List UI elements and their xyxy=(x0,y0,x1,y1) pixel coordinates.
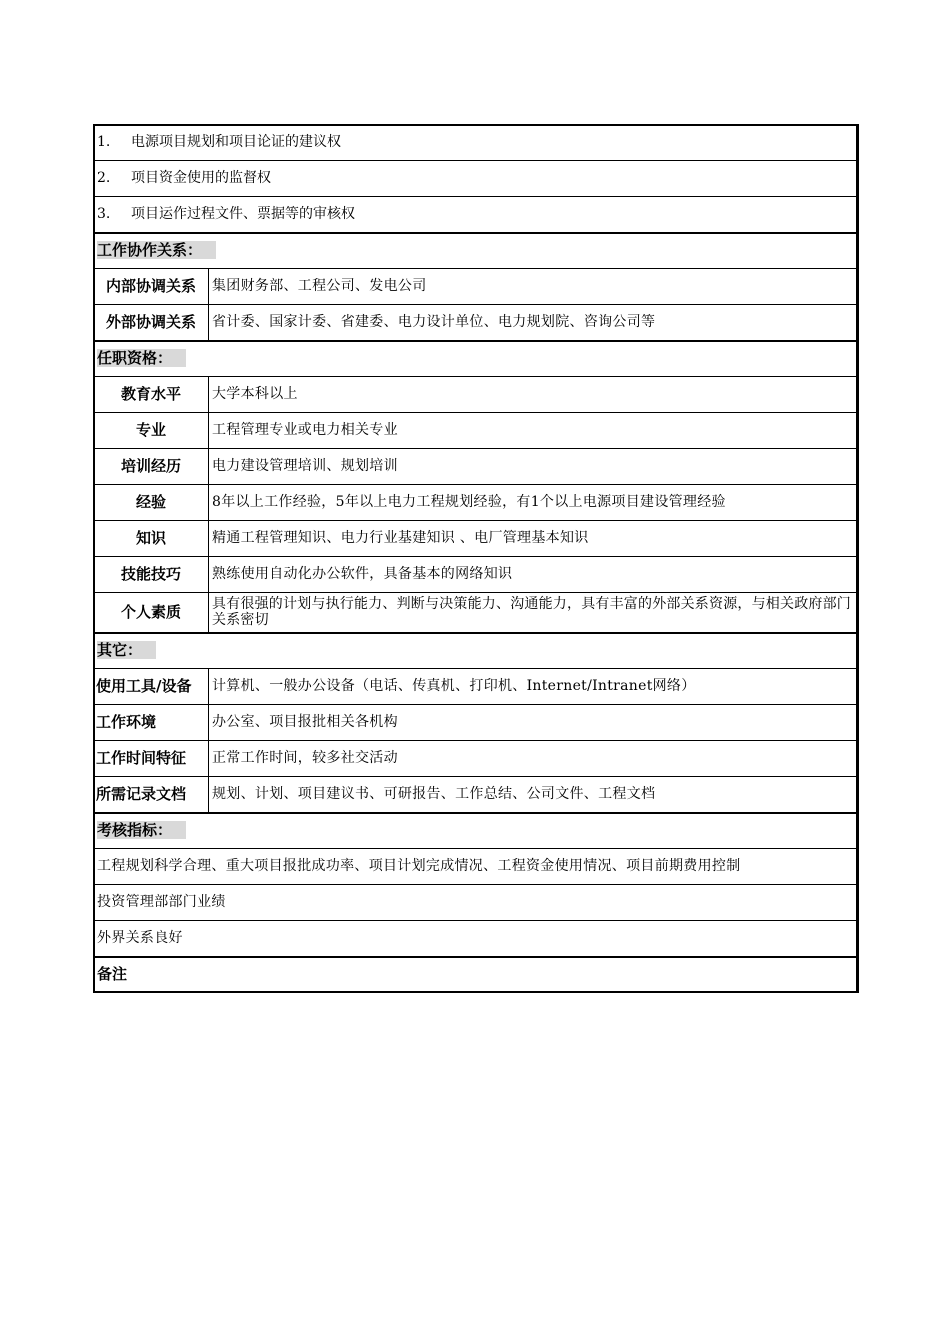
authority-item xyxy=(94,125,859,161)
table-row xyxy=(94,269,859,305)
item-number: 1. xyxy=(97,134,111,150)
row-value: 规划、计划、项目建议书、可研报告、工作总结、公司文件、工程文档 xyxy=(209,777,859,813)
item-number: 2. xyxy=(97,170,111,186)
item-text: 项目资金使用的监督权 xyxy=(131,170,271,186)
row-label: 专业 xyxy=(94,413,209,449)
section-heading-other: 其它： xyxy=(94,633,859,669)
row-value: 计算机、一般办公设备（电话、传真机、打印机、Internet/Intranet网络） xyxy=(209,669,859,705)
section-header-row xyxy=(94,633,859,669)
assessment-item: 外界关系良好 xyxy=(94,921,859,957)
table-row xyxy=(94,377,859,413)
row-value: 具有很强的计划与执行能力、判断与决策能力、沟通能力，具有丰富的外部关系资源，与相关政府部门关系密切 xyxy=(209,593,859,633)
row-label: 使用工具/设备 xyxy=(94,669,209,705)
authority-row xyxy=(94,197,859,233)
row-label: 培训经历 xyxy=(94,449,209,485)
row-label: 所需记录文档 xyxy=(94,777,209,813)
table-row xyxy=(94,557,859,593)
section-header-row xyxy=(94,341,859,377)
row-label: 技能技巧 xyxy=(94,557,209,593)
table-row xyxy=(94,669,859,705)
table-row xyxy=(94,305,859,341)
item-number: 3. xyxy=(97,205,111,222)
section-heading-remarks: 备注 xyxy=(94,957,859,993)
job-description-table xyxy=(93,124,859,993)
table-row xyxy=(94,485,859,521)
list-item xyxy=(94,885,859,921)
row-label: 知识 xyxy=(94,521,209,557)
row-label: 教育水平 xyxy=(94,377,209,413)
assessment-item: 投资管理部部门业绩 xyxy=(94,885,859,921)
row-value: 省计委、国家计委、省建委、电力设计单位、电力规划院、咨询公司等 xyxy=(209,305,859,341)
item-text: 项目运作过程文件、票据等的审核权 xyxy=(131,205,355,222)
row-value: 精通工程管理知识、电力行业基建知识 、电厂管理基本知识 xyxy=(209,521,859,557)
row-value: 集团财务部、工程公司、发电公司 xyxy=(209,269,859,305)
section-header-row xyxy=(94,233,859,269)
table-row xyxy=(94,521,859,557)
item-text: 电源项目规划和项目论证的建议权 xyxy=(131,134,341,150)
row-label: 内部协调关系 xyxy=(94,269,209,305)
row-value: 正常工作时间，较多社交活动 xyxy=(209,741,859,777)
table-row xyxy=(94,593,859,633)
row-value: 工程管理专业或电力相关专业 xyxy=(209,413,859,449)
row-label: 外部协调关系 xyxy=(94,305,209,341)
authority-item xyxy=(94,161,859,197)
section-header-row xyxy=(94,813,859,849)
row-label: 经验 xyxy=(94,485,209,521)
table-row xyxy=(94,413,859,449)
row-value: 熟练使用自动化办公软件，具备基本的网络知识 xyxy=(209,557,859,593)
table-row xyxy=(94,449,859,485)
row-value: 8年以上工作经验，5年以上电力工程规划经验，有1个以上电源项目建设管理经验 xyxy=(209,485,859,521)
row-value: 大学本科以上 xyxy=(209,377,859,413)
authority-row xyxy=(94,161,859,197)
section-heading-cooperation: 工作协作关系： xyxy=(94,233,859,269)
row-value: 办公室、项目报批相关各机构 xyxy=(209,705,859,741)
section-heading-assessment: 考核指标： xyxy=(94,813,859,849)
assessment-item: 工程规划科学合理、重大项目报批成功率、项目计划完成情况、工程资金使用情况、项目前期费用控制 xyxy=(94,849,859,885)
row-label: 个人素质 xyxy=(94,593,209,633)
row-value: 电力建设管理培训、规划培训 xyxy=(209,449,859,485)
list-item xyxy=(94,849,859,885)
row-label: 工作时间特征 xyxy=(94,741,209,777)
table-row xyxy=(94,705,859,741)
section-header-row xyxy=(94,957,859,993)
authority-row xyxy=(94,125,859,161)
row-label: 工作环境 xyxy=(94,705,209,741)
section-heading-qualifications: 任职资格： xyxy=(94,341,859,377)
list-item xyxy=(94,921,859,957)
table-row xyxy=(94,777,859,813)
authority-item xyxy=(94,197,859,233)
table-row xyxy=(94,741,859,777)
